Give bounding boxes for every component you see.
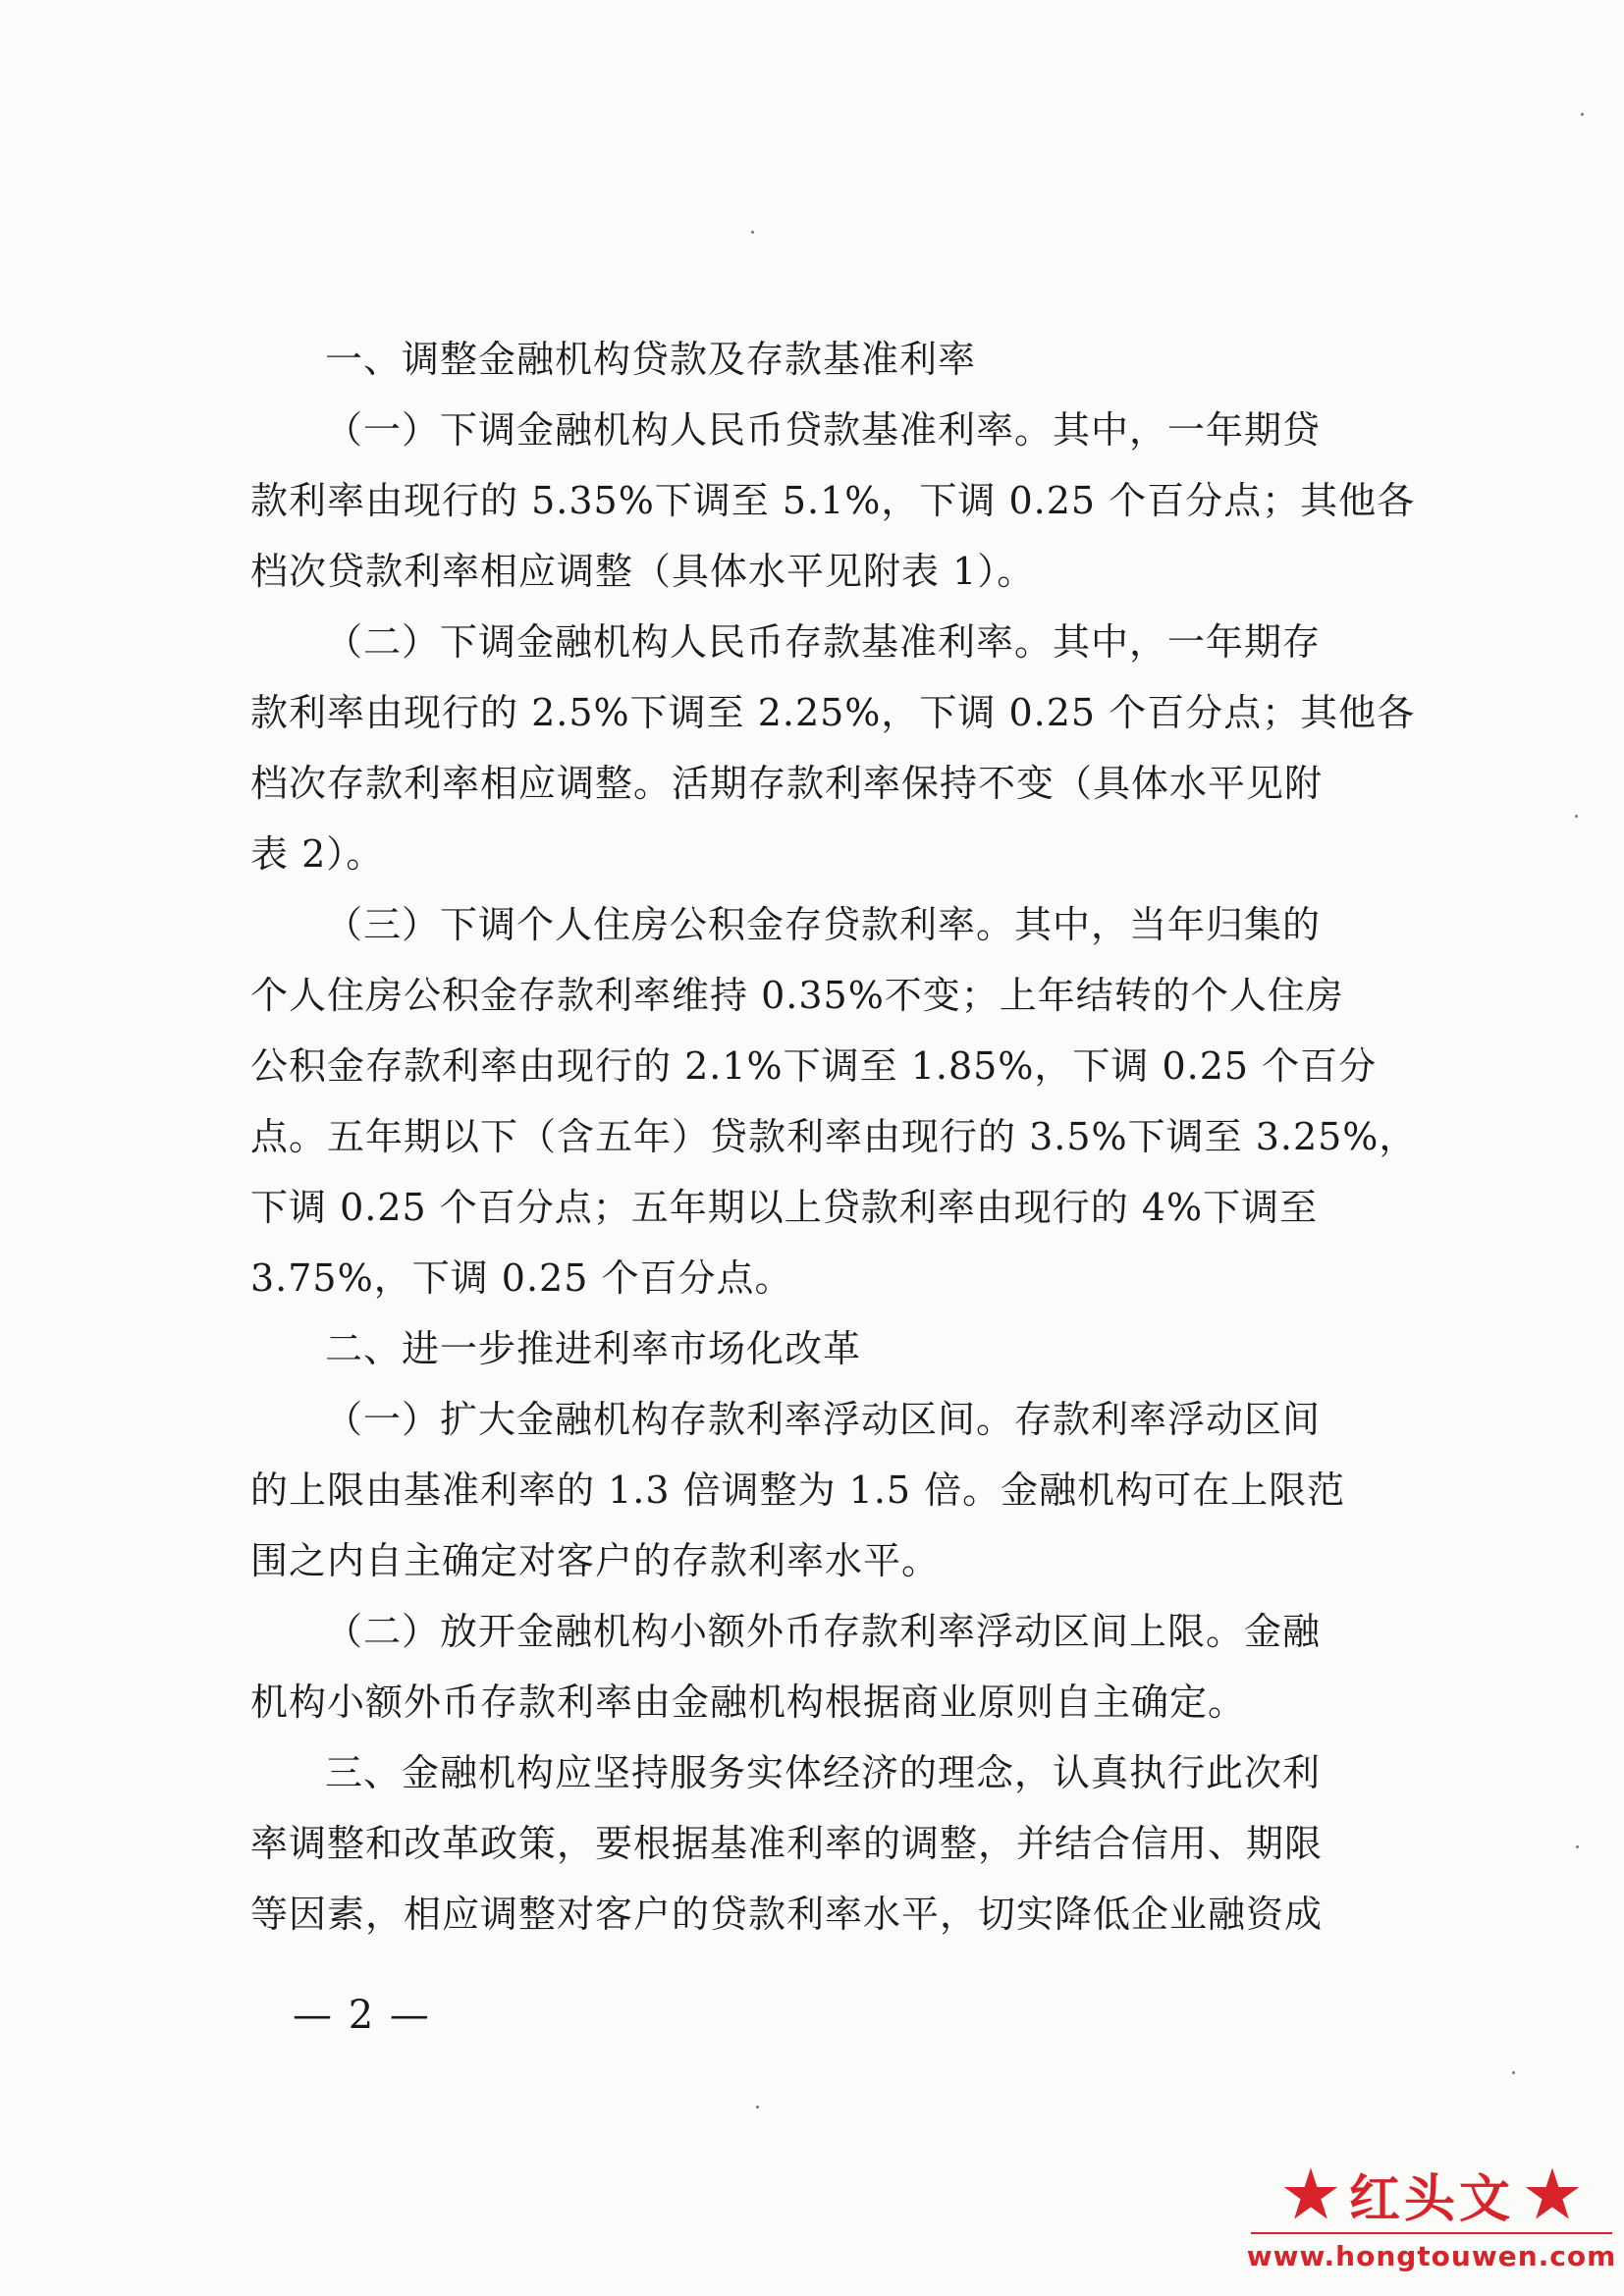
text-line: 点。五年期以下（含五年）贷款利率由现行的 3.5%下调至 3.25%， [250, 1115, 1418, 1158]
paragraph [250, 889, 1418, 1313]
text-line: 下调 0.25 个百分点；五年期以上贷款利率由现行的 4%下调至 [250, 1186, 1319, 1229]
text-line: 机构小额外币存款利率由金融机构根据商业原则自主确定。 [250, 1681, 1247, 1724]
text-line: 3.75%，下调 0.25 个百分点。 [250, 1256, 793, 1300]
text-line: 款利率由现行的 2.5%下调至 2.25%，下调 0.25 个百分点；其他各 [250, 691, 1416, 734]
document-body [250, 324, 1418, 1949]
section-heading [250, 1313, 1399, 1384]
scan-speck [1512, 2071, 1515, 2074]
watermark-title [1239, 2160, 1624, 2228]
text-line: （一）下调金融机构人民币贷款基准利率。其中，一年期贷 [325, 408, 1322, 452]
text-line: 围之内自主确定对客户的存款利率水平。 [250, 1539, 941, 1582]
paragraph [250, 1737, 1399, 1949]
paragraph [250, 1596, 1399, 1737]
text-line: （一）扩大金融机构存款利率浮动区间。存款利率浮动区间 [325, 1398, 1322, 1441]
scan-speck [1575, 815, 1578, 818]
watermark-divider [1251, 2232, 1612, 2234]
scan-speck [1576, 1845, 1579, 1848]
watermark-name: 红头文 [1348, 2168, 1514, 2229]
text-line: 表 2）。 [250, 832, 385, 876]
text-line: 三、金融机构应坚持服务实体经济的理念，认真执行此次利 [325, 1751, 1322, 1794]
text-line: 档次贷款利率相应调整（具体水平见附表 1）。 [250, 550, 1036, 593]
paragraph [250, 395, 1416, 607]
scan-speck [756, 2106, 759, 2109]
text-line: 公积金存款利率由现行的 2.1%下调至 1.85%，下调 0.25 个百分 [250, 1044, 1378, 1088]
watermark-url: www.hongtouwen.com [1246, 2240, 1617, 2272]
text-line: （二）下调金融机构人民币存款基准利率。其中，一年期存 [325, 620, 1322, 664]
scan-speck [751, 231, 754, 234]
text-line: 款利率由现行的 5.35%下调至 5.1%，下调 0.25 个百分点；其他各 [250, 479, 1416, 522]
paragraph [250, 1384, 1399, 1596]
text-line: （三）下调个人住房公积金存贷款利率。其中，当年归集的 [325, 903, 1322, 946]
text-line: 率调整和改革政策，要根据基准利率的调整，并结合信用、期限 [250, 1822, 1324, 1865]
star-icon [1524, 2165, 1581, 2222]
text-line: 个人住房公积金存款利率维持 0.35%不变；上年结转的个人住房 [250, 974, 1344, 1017]
text-line: （二）放开金融机构小额外币存款利率浮动区间上限。金融 [325, 1610, 1322, 1653]
page-number: — 2 — [293, 1993, 431, 2038]
star-icon [1282, 2165, 1339, 2222]
section-heading [250, 324, 1399, 395]
paragraph [250, 607, 1416, 889]
text-line: 的上限由基准利率的 1.3 倍调整为 1.5 倍。金融机构可在上限范 [250, 1468, 1346, 1512]
text-line: 等因素，相应调整对客户的贷款利率水平，切实降低企业融资成 [250, 1893, 1324, 1936]
scan-speck [1581, 113, 1584, 116]
watermark [1239, 2160, 1624, 2296]
text-line: 一、调整金融机构贷款及存款基准利率 [325, 338, 977, 381]
text-line: 二、进一步推进利率市场化改革 [325, 1327, 862, 1370]
text-line: 档次存款利率相应调整。活期存款利率保持不变（具体水平见附 [250, 762, 1324, 805]
